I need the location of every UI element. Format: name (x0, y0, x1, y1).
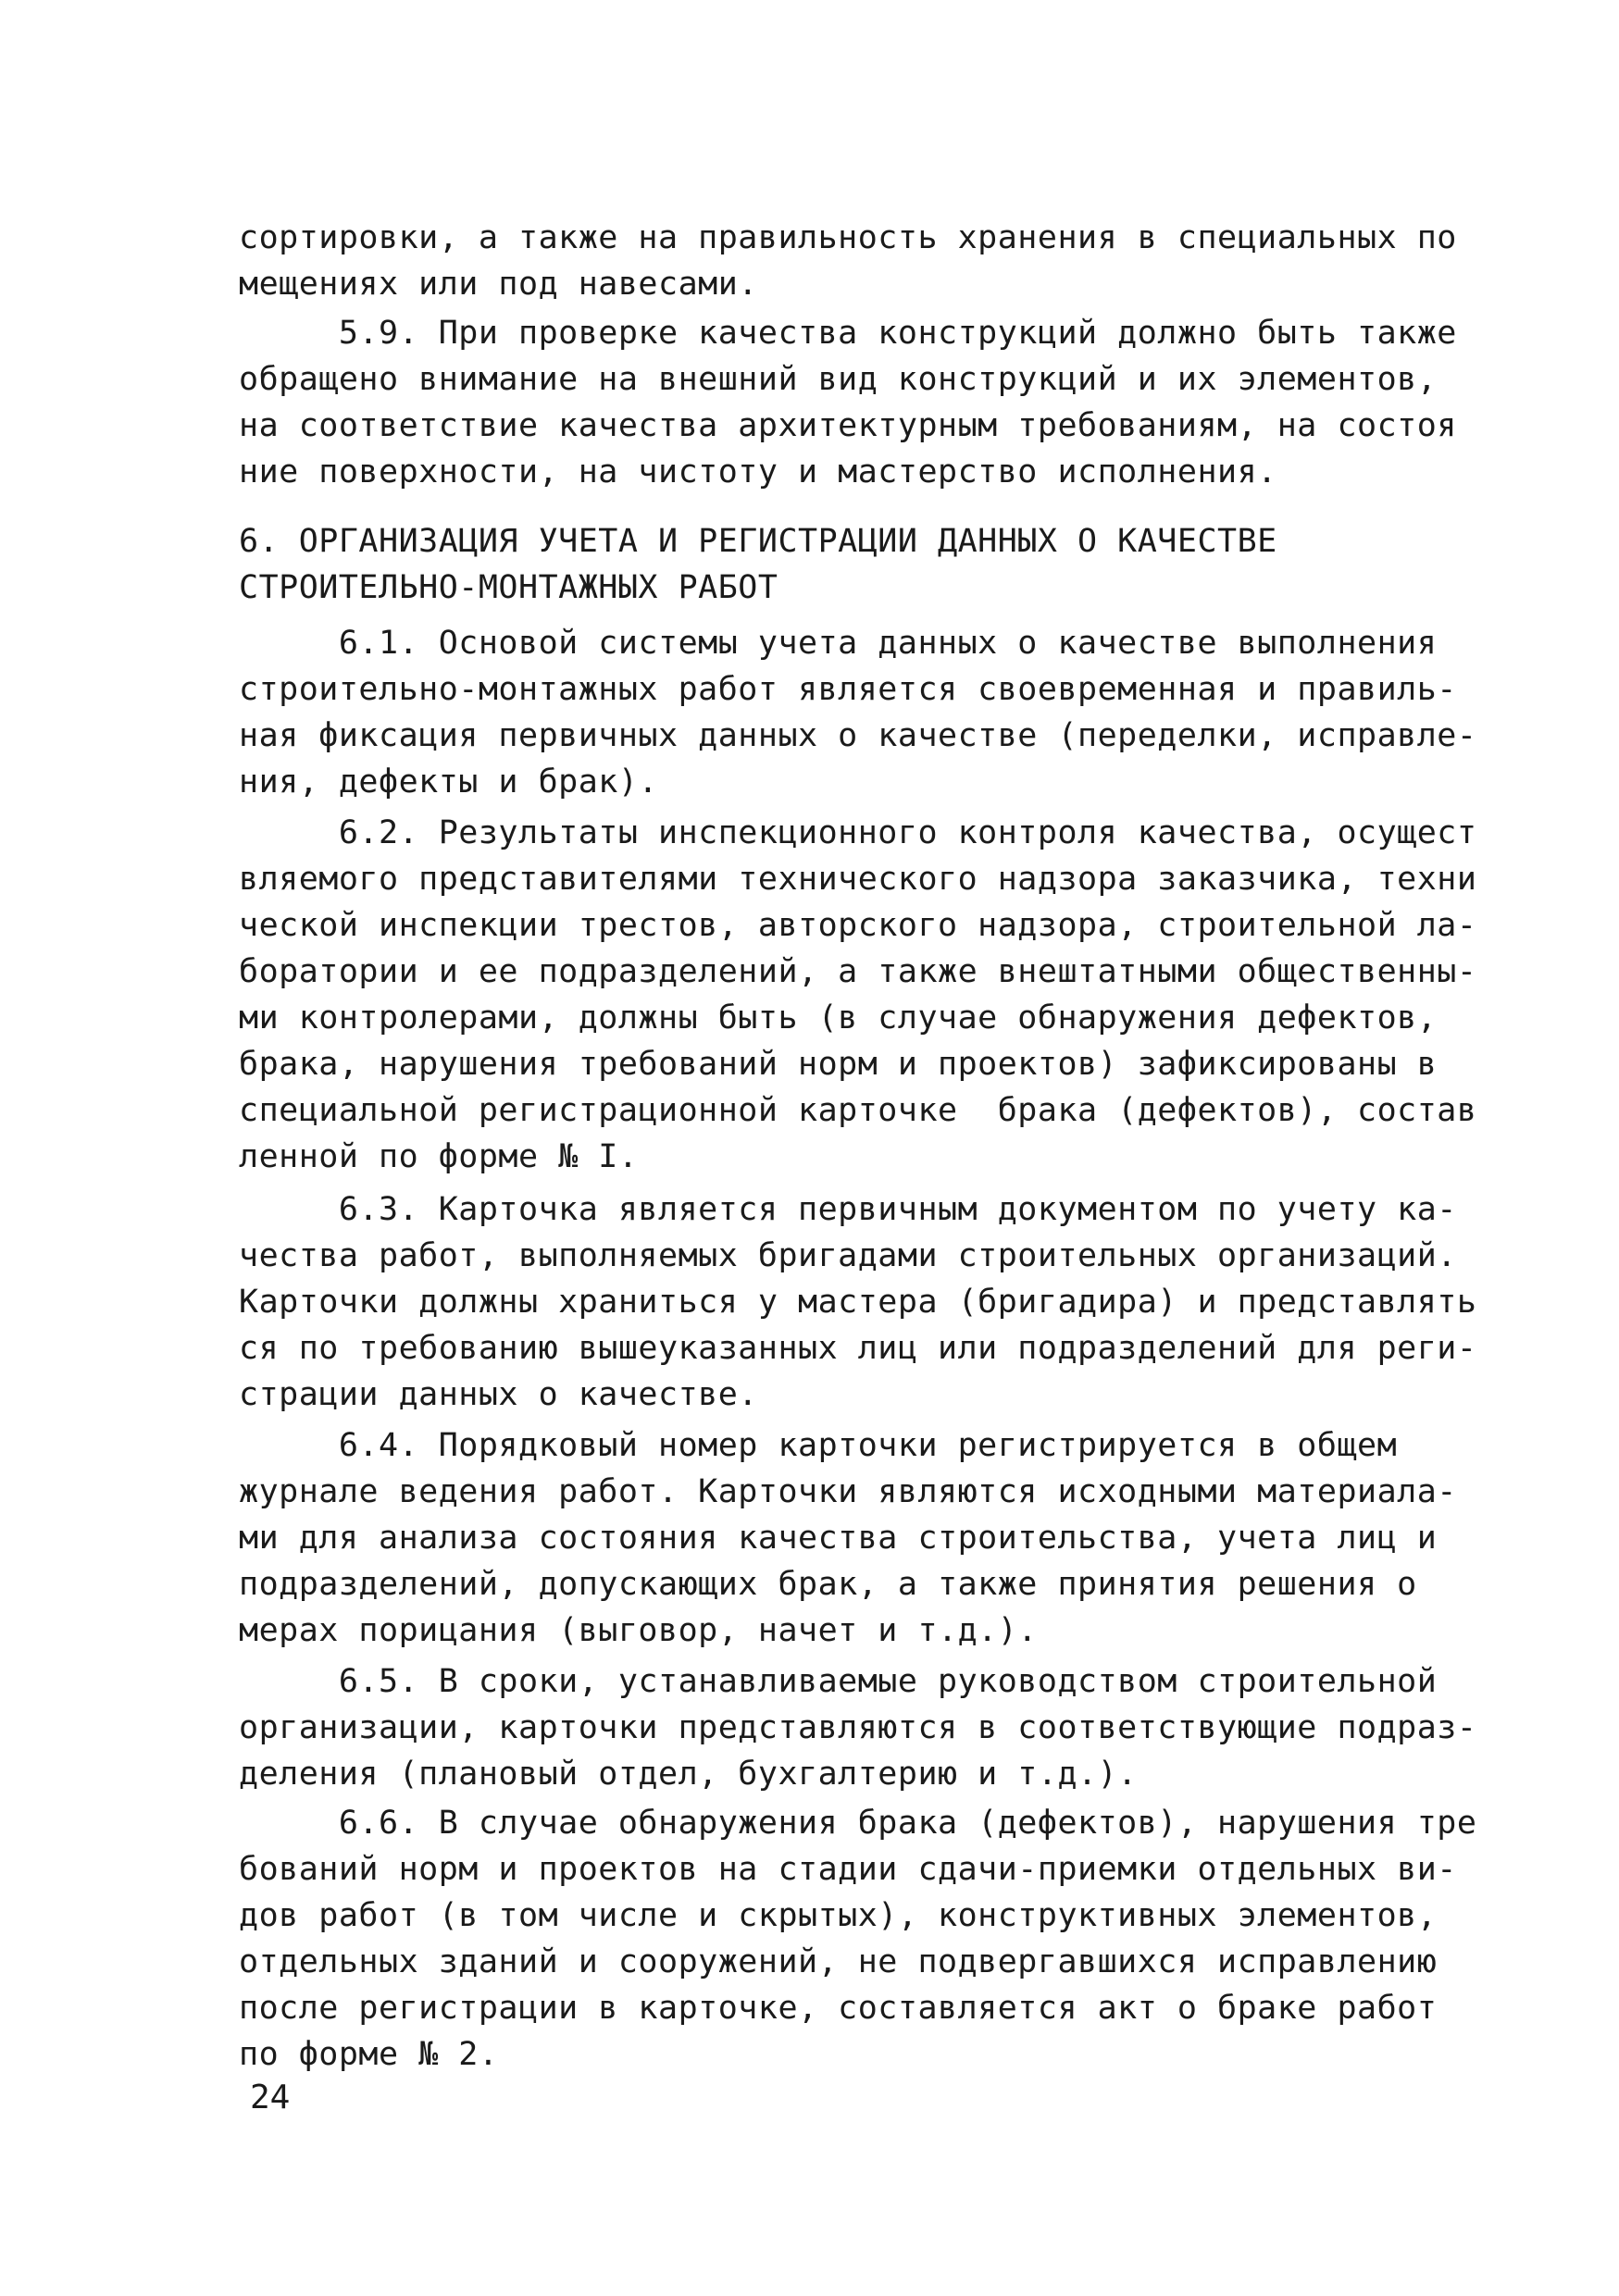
text-line: по форме № 2. (239, 2036, 499, 2073)
text-line: боратории и ее подразделений, а также внештатными общественны- (239, 953, 1477, 990)
text-line: 6.2. Результаты инспекционного контроля качества, осущест (239, 814, 1477, 851)
text-line: ми контролерами, должны быть (в случае обнаружения дефектов, (239, 999, 1438, 1036)
text-line: деления (плановый отдел, бухгалтерию и т.д.). (239, 1756, 1138, 1793)
text-line: ленной по форме № I. (239, 1138, 639, 1175)
text-line: обращено внимание на внешний вид конструкций и их элементов, (239, 361, 1438, 398)
text-line: ние поверхности, на чистоту и мастерство исполнения. (239, 453, 1277, 490)
paragraph-6-6 (239, 1800, 1477, 2078)
text-line: 6.3. Карточка является первичным документом по учету ка- (239, 1191, 1457, 1228)
text-line: ся по требованию вышеуказанных лиц или подразделений для реги- (239, 1330, 1477, 1367)
text-line: на соответствие качества архитектурным требованиям, на состоя (239, 407, 1457, 444)
text-line: вляемого представителями технического надзора заказчика, техни (239, 861, 1477, 898)
text-line: дов работ (в том числе и скрытых), конструктивных элементов, (239, 1897, 1438, 1934)
text-line: после регистрации в карточке, составляется акт о браке работ (239, 1990, 1438, 2027)
text-line: специальной регистрационной карточке брака (дефектов), состав (239, 1092, 1477, 1129)
text-line: ческой инспекции трестов, авторского надзора, строительной ла- (239, 907, 1477, 944)
text-line: 6.5. В сроки, устанавливаемые руководством строительной (239, 1663, 1438, 1700)
paragraph-5-8-continuation (239, 215, 1457, 307)
paragraph-6-2 (239, 810, 1477, 1180)
text-line: чества работ, выполняемых бригадами строительных организаций. (239, 1237, 1457, 1274)
text-line: 6.4. Порядковый номер карточки регистрируется в общем (239, 1427, 1398, 1464)
paragraph-6-4 (239, 1422, 1457, 1654)
text-line: 5.9. При проверке качества конструкций должно быть также (239, 315, 1457, 352)
text-line: брака, нарушения требований норм и проектов) зафиксированы в (239, 1046, 1438, 1083)
text-line: бований норм и проектов на стадии сдачи-приемки отдельных ви- (239, 1851, 1457, 1888)
text-line: ная фиксация первичных данных о качестве (переделки, исправле- (239, 717, 1477, 754)
text-line: организации, карточки представляются в соответствующие подраз- (239, 1709, 1477, 1746)
page-number: 24 (250, 2079, 291, 2116)
heading-line: СТРОИТЕЛЬНО-МОНТАЖНЫХ РАБОТ (239, 569, 778, 606)
text-line: мещениях или под навесами. (239, 266, 758, 303)
heading-line: 6. ОРГАНИЗАЦИЯ УЧЕТА И РЕГИСТРАЦИИ ДАННЫХ О КАЧЕСТВЕ (239, 523, 1277, 560)
text-line: 6.1. Основой системы учета данных о качестве выполнения (239, 625, 1438, 662)
text-line: 6.6. В случае обнаружения брака (дефектов), нарушения тре (239, 1805, 1477, 1842)
text-line: Карточки должны храниться у мастера (бригадира) и представлять (239, 1284, 1477, 1321)
paragraph-5-9 (239, 310, 1457, 495)
section-6-heading (239, 518, 1401, 611)
text-line: строительно-монтажных работ является своевременная и правиль- (239, 671, 1457, 708)
paragraph-6-3 (239, 1186, 1477, 1418)
text-line: страции данных о качестве. (239, 1376, 758, 1413)
text-line: ния, дефекты и брак). (239, 763, 659, 800)
text-line: подразделений, допускающих брак, а также принятия решения о (239, 1566, 1417, 1603)
text-line: журнале ведения работ. Карточки являются исходными материала- (239, 1473, 1457, 1510)
text-line: отдельных зданий и сооружений, не подвергавшихся исправлению (239, 1943, 1438, 1980)
text-line: ми для анализа состояния качества строительства, учета лиц и (239, 1520, 1438, 1557)
text-line: сортировки, а также на правильность хранения в специальных по (239, 219, 1457, 256)
paragraph-6-1 (239, 620, 1477, 805)
text-line: мерах порицания (выговор, начет и т.д.). (239, 1612, 1038, 1649)
paragraph-6-5 (239, 1658, 1477, 1797)
